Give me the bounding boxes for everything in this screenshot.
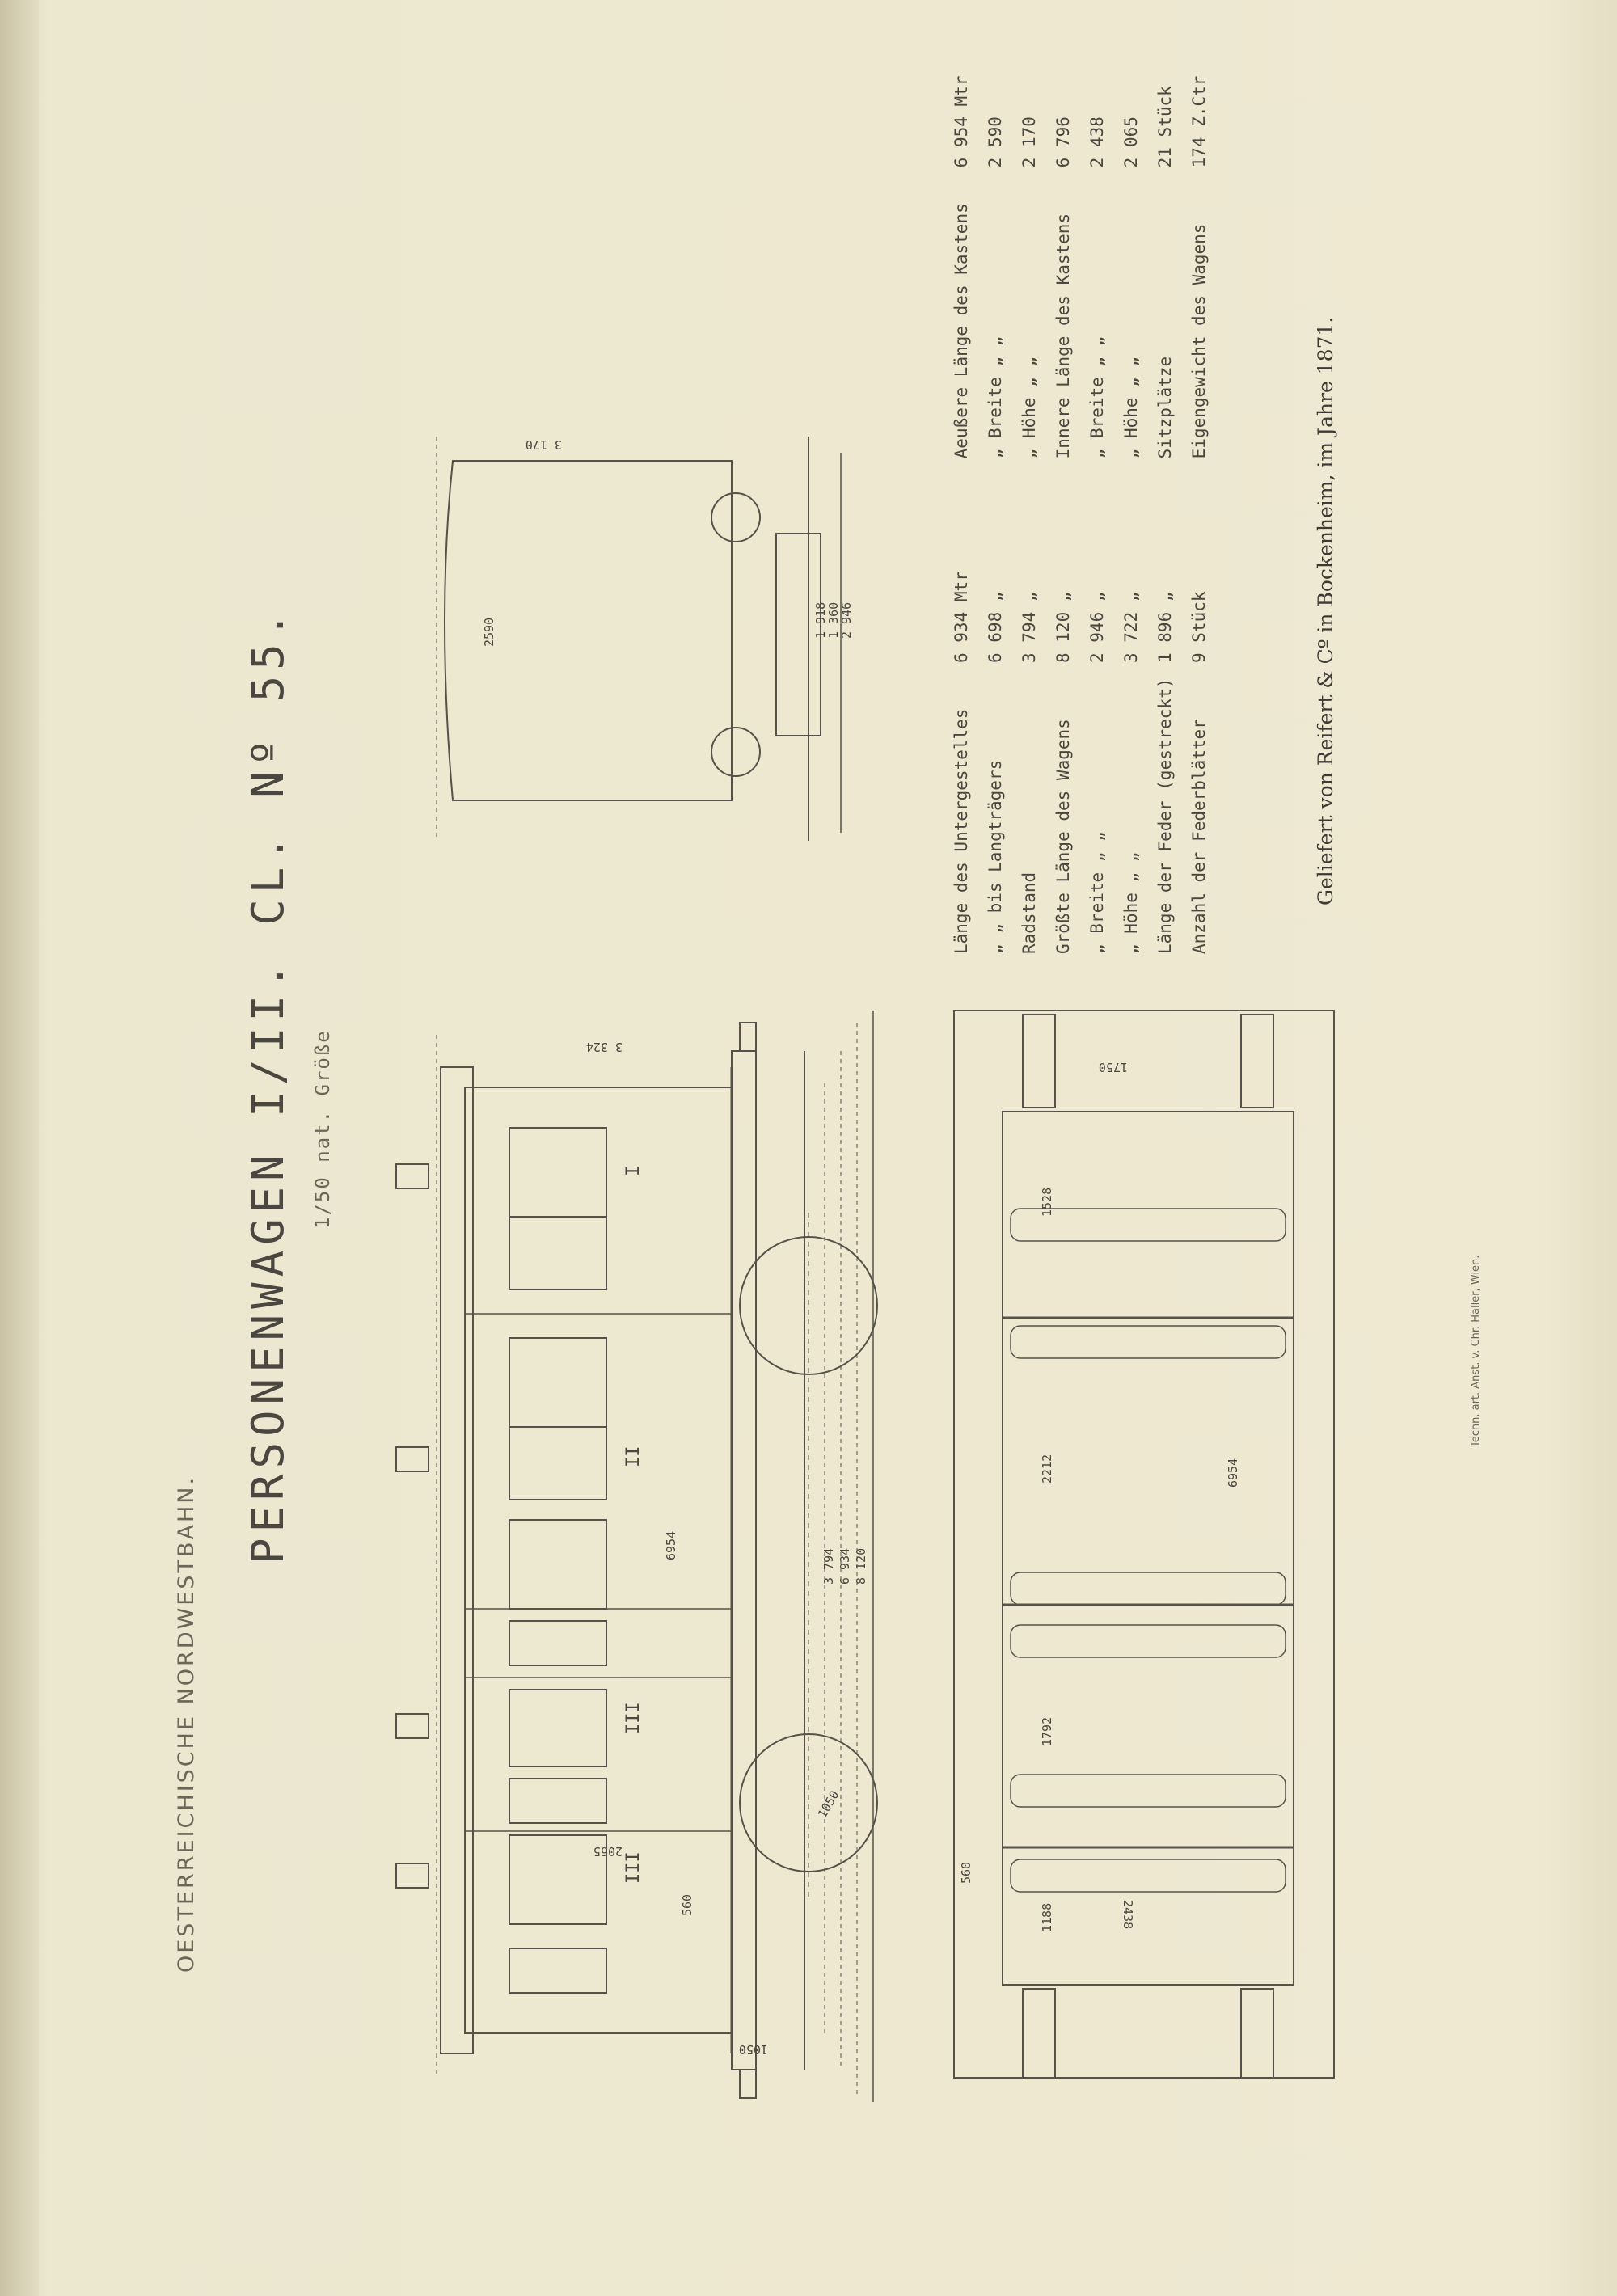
- dim-label: 560: [959, 1861, 973, 1884]
- plan-view: [954, 1011, 1334, 2078]
- spec-label: Größte Länge des Wagens: [1053, 719, 1073, 954]
- compartment-label: I: [623, 1165, 644, 1176]
- buffer: [740, 1023, 756, 1051]
- spec-value: 3 794 „: [1020, 591, 1039, 663]
- spec-label: Länge des Untergestelles: [952, 708, 971, 954]
- window: [509, 1427, 606, 1500]
- buffer: [1241, 1989, 1273, 2078]
- spec-value: 174 Z.Ctr: [1189, 75, 1209, 168]
- roof-lamps: [396, 1164, 429, 1888]
- spec-value: 2 170: [1020, 116, 1039, 168]
- buffer: [1023, 1989, 1055, 2078]
- dim-label: 8 120: [854, 1547, 868, 1585]
- spec-label: „ Breite „ „: [1087, 831, 1107, 954]
- dim-label: 2 946: [839, 601, 854, 639]
- spec-value: 21 Stück: [1155, 86, 1175, 168]
- dim-label: 1050: [738, 2042, 768, 2057]
- dim-label: 1188: [1040, 1902, 1054, 1932]
- buffer: [1241, 1015, 1273, 1108]
- spec-label: Radstand: [1020, 872, 1039, 954]
- window: [509, 1338, 606, 1427]
- page-title: PERSONENWAGEN I/II. CL. Nº 55.: [243, 606, 293, 1564]
- scale-note: 1/50 nat. Größe: [311, 1029, 334, 1229]
- window: [509, 1835, 606, 1924]
- spec-label: Länge der Feder (gestreckt): [1155, 677, 1175, 954]
- window: [509, 1217, 606, 1289]
- spec-label: Sitzplätze: [1155, 356, 1175, 459]
- spec-value: 6 698 „: [986, 591, 1005, 663]
- compartment-label: III: [623, 1851, 644, 1884]
- spec-label: „ Höhe „ „: [1121, 851, 1141, 954]
- spec-value: 6 796: [1053, 116, 1073, 168]
- plan-seats: [1011, 1209, 1286, 1892]
- dim-label: 2438: [1121, 1900, 1135, 1930]
- dim-label: 2212: [1040, 1454, 1054, 1484]
- window: [509, 1779, 606, 1823]
- spec-value: 2 590: [986, 116, 1005, 168]
- dim-label: 560: [680, 1893, 695, 1916]
- dim-label: 2590: [482, 617, 496, 647]
- spec-value: 8 120 „: [1053, 591, 1073, 663]
- compartment-label: II: [623, 1446, 644, 1467]
- dim-label: 1050: [814, 1787, 842, 1821]
- spec-label: Innere Länge des Kastens: [1053, 213, 1073, 459]
- window: [509, 1128, 606, 1217]
- spec-label: „ Breite „ „: [986, 336, 1005, 459]
- window: [509, 1520, 606, 1609]
- dim-label: 6954: [1226, 1458, 1240, 1488]
- end-wheel: [711, 728, 760, 776]
- dim-label: 1750: [1098, 1060, 1128, 1074]
- dim-label: 1792: [1040, 1716, 1054, 1746]
- spec-label: „ Breite „ „: [1087, 336, 1107, 459]
- underframe-beam: [732, 1051, 756, 2070]
- end-wheel: [711, 493, 760, 542]
- compartment-label: III: [623, 1702, 644, 1734]
- spec-value: 1 896 „: [1155, 591, 1175, 663]
- spec-label: „ „ bis Langträgers: [986, 759, 1005, 954]
- side-windows: [509, 1128, 606, 1993]
- window: [509, 1621, 606, 1665]
- dim-label: 1528: [1040, 1187, 1054, 1217]
- railway-name: OESTERREICHISCHE NORDWESTBAHN.: [174, 1475, 199, 1973]
- dim-label: 6954: [664, 1530, 678, 1560]
- dim-label: 6 934: [838, 1547, 852, 1585]
- buffer: [740, 2070, 756, 2098]
- dim-label: 2065: [593, 1844, 623, 1859]
- spec-value: 2 065: [1121, 116, 1141, 168]
- end-elevation: [437, 437, 841, 841]
- plan-outline: [954, 1011, 1334, 2078]
- spec-value: 3 722 „: [1121, 591, 1141, 663]
- spec-label: Anzahl der Federblätter: [1189, 719, 1209, 954]
- dim-label: 3 794: [821, 1547, 836, 1585]
- spec-label: „ Höhe „ „: [1020, 356, 1039, 459]
- printer-credit: Techn. art. Anst. v. Chr. Haller, Wien.: [1470, 1255, 1482, 1447]
- plan-floor: [1003, 1112, 1294, 1985]
- door-divisions: [465, 1314, 732, 1831]
- spec-label: Aeußere Länge des Kastens: [952, 203, 971, 459]
- car-body: [465, 1087, 732, 2033]
- dim-label: 3 170: [525, 437, 562, 452]
- roof-outline: [441, 1067, 473, 2053]
- plan-partitions: [1003, 1318, 1294, 1847]
- spec-label: Eigengewicht des Wagens: [1189, 223, 1209, 459]
- dim-label: 1 918: [813, 601, 828, 639]
- window: [509, 1948, 606, 1993]
- spec-value: 9 Stück: [1189, 591, 1209, 663]
- dim-label: 3 324: [585, 1040, 623, 1054]
- spec-value: 2 946 „: [1087, 591, 1107, 663]
- spec-value: 6 934 Mtr: [952, 571, 971, 663]
- spec-label: „ Höhe „ „: [1121, 356, 1141, 459]
- window: [509, 1690, 606, 1766]
- dim-label: 1 360: [826, 601, 841, 639]
- maker-note: Geliefert von Reifert & Cº in Bockenheim, im Jahre 1871.: [1314, 316, 1337, 905]
- spec-value: 6 954 Mtr: [952, 75, 971, 168]
- buffer: [1023, 1015, 1055, 1108]
- spec-value: 2 438: [1087, 116, 1107, 168]
